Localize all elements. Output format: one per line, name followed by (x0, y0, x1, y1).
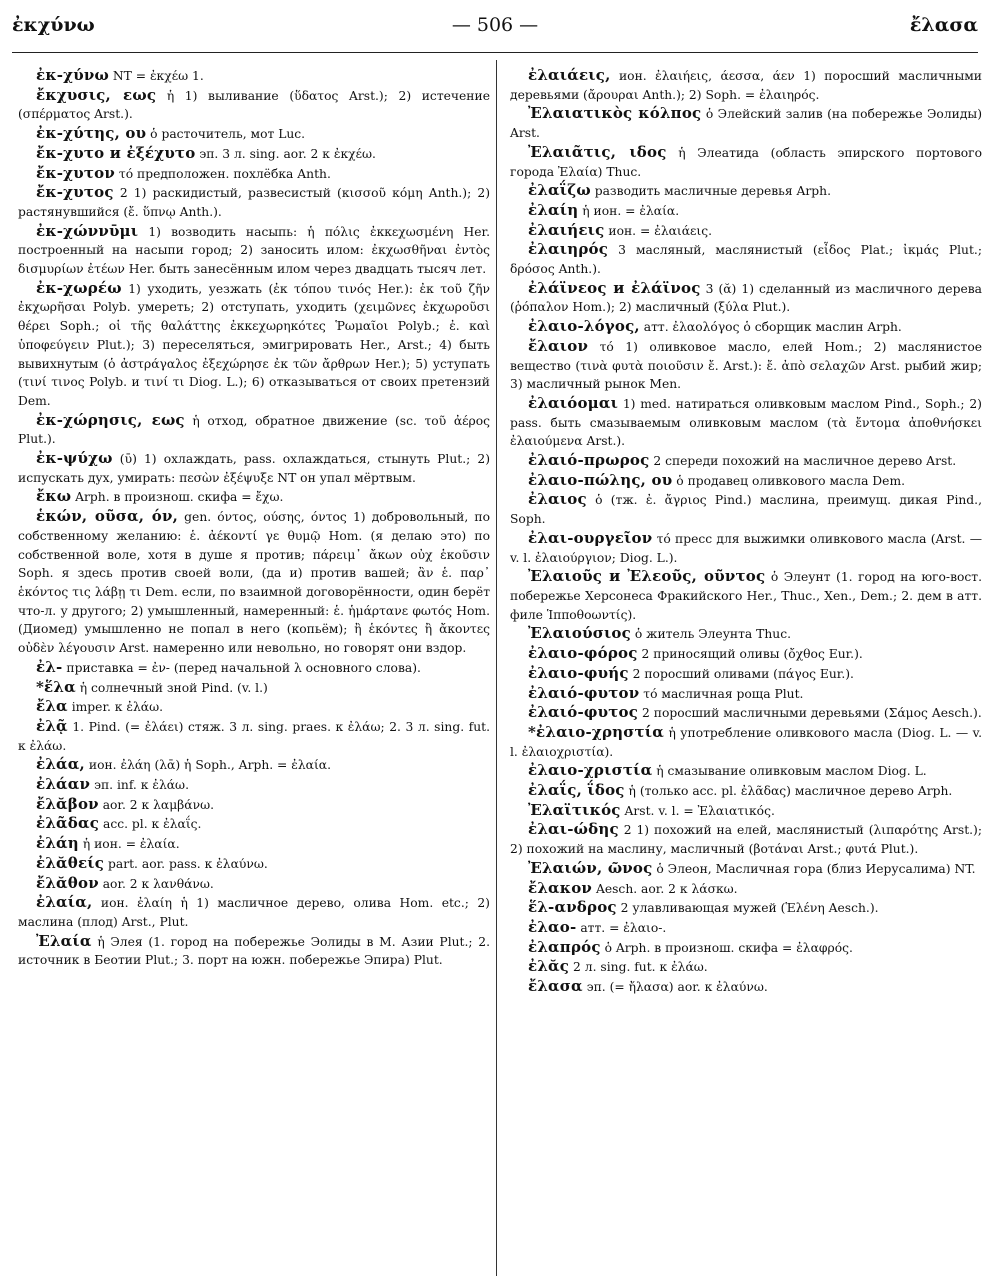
dictionary-entry (510, 221, 982, 241)
entry-headword: ἔκ-χυτο и ἐξέχυτο (36, 143, 196, 162)
entry-headword: ἐλαι-ουργεῖον (528, 528, 653, 547)
entry-definition: ὁ Элейский залив (на побережье Эолиды) Arst. (510, 107, 982, 141)
dictionary-entry (18, 183, 490, 221)
dictionary-entry (18, 814, 490, 834)
entry-headword: Ἐλαιών, ῶνος (528, 858, 653, 877)
entry-headword: ἔκ-χυτον (36, 163, 115, 182)
dictionary-entry (510, 279, 982, 317)
entry-headword: ἐλαΐς, ΐδος (528, 781, 625, 800)
dictionary-entry (510, 181, 982, 201)
entry-headword: ἔκω (36, 487, 72, 506)
entry-definition: (ῡ) 1) охлаждать, pass. охлаждаться, стынуть Plut.; 2) испускать дух, умирать: πεσὼν ἐξέψυξε NT он упал мёртвым. (18, 452, 490, 485)
entry-headword: ἐκ-χύτης, ου (36, 124, 147, 143)
dictionary-entry (510, 859, 982, 879)
dictionary-entry (18, 755, 490, 775)
dictionary-entry (510, 104, 982, 142)
entry-definition: ἡ (только acc. pl. ἐλᾶδας) масличное дерево Arph. (628, 784, 953, 799)
entry-definition: 1) уходить, уезжать (ἐκ τόπου τινός Her.): ἐκ τοῦ ζῆν ἐκχωρῆσαι Polyb. умереть; 2) отступать, уходить (χειμῶνες ἐκχωροῦσι θέρει Soph.; οἱ τῆς θαλάττης ἐκκεχωρηκότες Ῥωμαῖοι Polyb.; ἐ. καὶ ὑποφεύγειν Plut.); 3) переселяться, эмигрировать Her., Arst.; 4) быть вывихнутым (ὁ ἀστράγαλος ἐξεχώρησε ἐκ τῶν ἄρθρων Her.); 5) уступать (τινί τινος Polyb. и τινί τι Diog. L.); 6) отказываться от своих претензий Dem. (18, 281, 490, 408)
entry-headword: ἐλαιό-φυτος (528, 703, 639, 722)
entry-definition: 3 масляный, маслянистый (εἶδος Plat.; ἰκμάς Plut.; δρόσος Anth.). (510, 243, 982, 277)
entry-definition: part. aor. pass. к ἐλαύνω. (108, 856, 268, 871)
entry-definition: ὁ житель Элеунта Thuc. (634, 627, 791, 642)
entry-headword: ἐλαιο-λόγος, (528, 317, 640, 336)
entry-definition: ἡ Элеатида (область эпирского портового города Ἐλαία) Thuc. (510, 145, 982, 179)
entry-headword: ἔλασα (528, 977, 583, 996)
entry-headword: ἐλαιήεις (528, 220, 605, 239)
entry-headword: Ἐλαιοῦς и Ἐλεοῦς, οῦντος (528, 567, 766, 586)
entry-headword: ἐλάη (36, 834, 79, 853)
entry-definition: 1) med. натираться оливковым маслом Pind., Soph.; 2) pass. быть смазываемым оливковым маслом (τὰ ἔντομα ἀποθνήσκει ἐλαιούμενα Arst.). (510, 396, 982, 449)
entry-headword: ἐλᾰθείς (36, 853, 105, 872)
dictionary-entry (510, 490, 982, 528)
dictionary-entry (510, 957, 982, 977)
dictionary-entry (18, 144, 490, 164)
dictionary-entry (18, 717, 490, 755)
entry-definition: τό 1) оливковое масло, елей Hom.; 2) маслянистое вещество (τινὰ φυτὰ ποιοῦσιν ἔ. Arst.): ἔ. ἀπὸ σελαχῶν Arst. рыбий жир; 3) масличный рынок Men. (510, 339, 982, 392)
entry-definition: ὁ продавец оливкового масла Dem. (676, 473, 906, 488)
entry-headword: ἐλάαν (36, 775, 91, 794)
entry-headword: ἑκών, οῦσα, όν, (36, 507, 179, 526)
entry-headword: ἔκχυσις, εως (36, 85, 157, 104)
entry-headword: ἔλαιον (528, 336, 589, 355)
entry-definition: приставка = ἐν- (перед начальной λ основного слова). (66, 660, 421, 675)
entry-definition: ὁ (тж. ἐ. ἄγριος Pind.) маслина, преимущ. дикая Pind., Soph. (510, 493, 982, 527)
entry-headword: Ἐλαία (36, 931, 92, 950)
entry-definition: 1) возводить насыпь: ἡ πόλις ἐκκεχωσμένη Her. построенный на насыпи город; 2) заносить илом: ἐκχωσθῆναι ἐντὸς δισμυρίων ἐτέων Her. быть занесённым илом через двадцать тысяч лет. (18, 224, 490, 277)
header-rule (12, 52, 978, 53)
entry-definition: imper. к ἐλάω. (71, 700, 164, 715)
entry-headword: ἔκ-χυτος (36, 183, 114, 202)
dictionary-entry (510, 703, 982, 723)
dictionary-entry (18, 658, 490, 678)
dictionary-entry (510, 938, 982, 958)
entry-headword: ἔλᾰβον (36, 794, 99, 813)
dictionary-entry (510, 781, 982, 801)
entry-definition: aor. 2 к λανθάνω. (102, 876, 214, 891)
entry-definition: acc. pl. к ἐλαΐς. (102, 817, 202, 832)
entry-definition: ὁ Arph. в произнош. скифа = ἐλαφρός. (604, 940, 853, 955)
entry-definition: ἡ ион. = ἐλαία. (82, 837, 180, 852)
entry-definition: ἡ смазывание оливковым маслом Diog. L. (656, 764, 927, 779)
entry-headword: ἐλᾶδας (36, 814, 100, 833)
entry-definition: ион. ἐλάη (λᾱ) ἡ Soph., Arph. = ἐλαία. (88, 758, 331, 773)
entry-definition: 2 поросший масличными деревьями (Σάμος Aesch.). (642, 706, 982, 721)
dictionary-entry (510, 567, 982, 624)
entry-definition: ὁ Элеон, Масличная гора (близ Иерусалима) NT. (656, 861, 976, 876)
dictionary-entry (510, 723, 982, 761)
entry-definition: 2 1) похожий на елей, маслянистый (λιπαρότης Arst.); 2) похожий на маслину, масличный (βοτάναι Arst.; φυτά Plut.). (510, 823, 982, 857)
dictionary-entry (510, 644, 982, 664)
entry-headword: Ἐλαιᾶτις, ιδος (528, 142, 667, 161)
dictionary-entry (18, 834, 490, 854)
entry-definition: 1. Pind. (= ἐλάει) стяж. 3 л. sing. praes. к ἐλάω; 2. 3 л. sing. fut. к ἐλάω. (18, 719, 490, 753)
entry-headword: ἐλᾰς (528, 957, 570, 976)
entry-definition: 2 1) раскидистый, развесистый (κισσοῦ κόμη Anth.); 2) растянувшийся (ἔ. ὕπνῳ Anth.). (18, 186, 490, 219)
dictionary-entry (510, 684, 982, 704)
dictionary-entry (18, 86, 490, 124)
entry-definition: gen. όντος, ούσης, όντος 1) добровольный, по собственному желанию: ἑ. ἀέκοντί γε θυμῷ Hom. (я делаю это) по собственной воле, хотя в душе я против; πάρειμ᾽ ἄκων οὐχ ἑκοῦσιν Soph. я здесь против своей воли, (да и) против вашей; ἂν ἑ. παρ᾽ ἑκόντος τις λάβῃ τι Dem. если, по взаимной договорённости, один берёт что-л. у другого; 2) умышленный, намеренный: ἑ. ἡμάρτανε φωτός Hom. (Диомед) умышленно не попал в него (копьём); ἢ ἑκόντες ἢ ἄκοντες οὐδὲν λέγουσιν Arst. намеренно или невольно, но говорят они вздор. (18, 510, 490, 656)
dictionary-entry (18, 775, 490, 795)
entry-headword: Ἐλαιούσιος (528, 624, 631, 643)
dictionary-entry (510, 66, 982, 104)
entry-headword: ἐκ-χωρέω (36, 278, 122, 297)
entry-headword: ἐλαιόομαι (528, 393, 619, 412)
entry-headword: ἔλᾰθον (36, 873, 99, 892)
entry-headword: ἐκ-χώννῡμι (36, 221, 139, 240)
entry-definition: 2 поросший оливами (πάγος Eur.). (632, 666, 854, 681)
entry-headword: ἐλαίη (528, 200, 579, 219)
entry-definition: ион. ἐλαιήεις, άεσσα, άεν 1) поросший масличными деревьями (ἄρουραι Anth.); 2) Soph. = ἐλαιηρός. (510, 69, 982, 102)
dictionary-entry (18, 279, 490, 411)
entry-definition: τό масличная роща Plut. (643, 686, 804, 701)
dictionary-entry (510, 820, 982, 858)
entry-headword: ἐλαία, (36, 893, 93, 912)
entry-headword: ἔλακον (528, 878, 593, 897)
dictionary-entry (510, 664, 982, 684)
entry-headword: ἐλ- (36, 657, 63, 676)
dictionary-entry (510, 977, 982, 997)
dictionary-entry (510, 761, 982, 781)
entry-definition: 2 приносящий оливы (ὄχθος Eur.). (641, 647, 863, 662)
dictionary-entry (18, 795, 490, 815)
entry-headword: ἔλα (36, 697, 68, 716)
entry-headword: ἐκ-ψύχω (36, 449, 113, 468)
entry-headword: Ἐλαϊτικός (528, 800, 621, 819)
entry-definition: Arst. v. l. = Ἐλαιατικός. (624, 803, 775, 818)
entry-definition: NT = ἐκχέω 1. (112, 69, 204, 83)
entry-headword: ἐλαπρός (528, 937, 601, 956)
entry-definition: τό пресс для выжимки оливкового масла (Arst. — v. l. ἐλαιούργιον; Diog. L.). (510, 531, 982, 565)
entry-headword: ἐλαιάεις, (528, 66, 611, 84)
dictionary-entry (510, 201, 982, 221)
dictionary-entry (18, 678, 490, 698)
entry-definition: ἡ отход, обратное движение (sc. τοῦ ἀέρος Plut.). (18, 413, 491, 447)
entry-definition: ἡ ион. = ἐλαία. (582, 203, 680, 218)
dictionary-entry (510, 529, 982, 567)
header-guide-word-right: ἔλασα (909, 14, 978, 36)
dictionary-entry (510, 624, 982, 644)
entry-headword: ἐλαιο-χριστία (528, 761, 653, 780)
entry-headword: ἐλάϊνεος и ἐλάϊνος (528, 278, 701, 297)
entry-headword: ἐλαιο-φόρος (528, 644, 638, 663)
page-header (12, 10, 978, 40)
entry-headword: *ἐλαιο-χρηστία (528, 722, 665, 741)
dictionary-entry (510, 898, 982, 918)
entry-headword: ἐλᾷ (36, 716, 68, 735)
entry-headword: ἐλαιό-φυτον (528, 683, 640, 702)
dictionary-entry (18, 854, 490, 874)
entry-definition: Aesch. aor. 2 к λάσκω. (595, 881, 738, 896)
dictionary-entry (510, 143, 982, 181)
dictionary-entry (18, 124, 490, 144)
dictionary-entry (18, 222, 490, 279)
entry-headword: ἕλ-ανδρος (528, 898, 617, 917)
entry-definition: 3 (ᾰ) 1) сделанный из масличного дерева (ῥόπαλον Hom.); 2) масличный (ξύλα Plut.). (510, 281, 982, 315)
entry-definition: эп. inf. к ἐλάω. (94, 778, 189, 793)
dictionary-entry (510, 471, 982, 491)
entry-definition: 2 спереди похожий на масличное дерево Arst. (653, 454, 957, 469)
entry-headword: ἐκ-χώρησις, εως (36, 410, 185, 429)
entry-headword: ἐκ-χύνω (36, 66, 109, 84)
entry-headword: ἐλαιό-πρωρος (528, 451, 650, 470)
dictionary-entry (18, 874, 490, 894)
entry-definition: ἡ солнечный зной Pind. (v. l.) (79, 680, 268, 695)
entry-definition: 2 л. sing. fut. к ἐλάω. (573, 960, 708, 975)
dictionary-entry (510, 394, 982, 451)
dictionary-entry (510, 317, 982, 337)
dictionary-entry (510, 240, 982, 278)
entry-definition: разводить масличные деревья Arph. (594, 184, 831, 199)
entry-definition: эп. 3 л. sing. aor. 2 к ἐκχέω. (199, 146, 376, 161)
entry-definition: ὁ Элеунт (1. город на юго-вост. побережье Херсонеса Фракийского Her., Thuc., Xen., Dem.; 2. дем в атт. филе Ἱπποθοωντίς). (510, 570, 982, 622)
entry-headword: ἐλάα, (36, 755, 85, 774)
entry-definition: ион. = ἐλαιάεις. (608, 223, 713, 238)
page-number: — 506 — (451, 14, 539, 36)
dictionary-entry (18, 449, 490, 487)
dictionary-entry (510, 801, 982, 821)
entry-definition: 2 улавливающая мужей (Ἑλένη Aesch.). (620, 901, 879, 916)
entry-headword: ἐλαΐζω (528, 181, 591, 200)
entry-headword: ἐλαι-ώδης (528, 820, 619, 839)
column-divider (496, 60, 497, 1276)
dictionary-entry (510, 337, 982, 394)
entry-definition: ион. ἐλαίη ἡ 1) масличное дерево, олива Hom. etc.; 2) маслина (плод) Arst., Plut. (18, 896, 490, 929)
entry-definition: атт. ἐλαολόγος ὁ сборщик маслин Arph. (643, 320, 902, 335)
entry-definition: ἡ 1) выливание (ὕδατος Arst.); 2) истечение (σπέρματος Arst.). (18, 88, 490, 122)
entry-definition: эп. (= ἤλασα) aor. к ἐλαύνω. (586, 980, 768, 995)
dictionary-entry (18, 932, 490, 970)
entry-headword: *ἕλα (36, 677, 76, 696)
dictionary-entry (18, 164, 490, 184)
dictionary-entry (18, 487, 490, 507)
dictionary-entry (510, 918, 982, 938)
dictionary-entry (510, 451, 982, 471)
entry-definition: ἡ Элея (1. город на побережье Эолиды в М. Азии Plut.; 2. источник в Беотии Plut.; 3. порт на южн. побережье Эпира) Plut. (18, 934, 490, 968)
entry-definition: ὁ расточитель, мот Luc. (150, 127, 306, 142)
entry-headword: ἐλαιο-φυής (528, 663, 629, 682)
header-guide-word-left: ἐκχύνω (12, 14, 95, 36)
entry-definition: τό предположен. похлёбка Anth. (118, 166, 331, 181)
entry-definition: атт. = ἐλαιο-. (580, 920, 667, 935)
left-column (18, 66, 490, 970)
entry-headword: Ἐλαιατικὸς κόλπος (528, 104, 702, 123)
entry-headword: ἐλαιο-πώλης, ου (528, 470, 673, 489)
dictionary-entry (18, 893, 490, 931)
entry-definition: Arph. в произнош. скифа = ἔχω. (75, 490, 284, 505)
entry-headword: ἐλαο- (528, 917, 577, 936)
entry-headword: ἐλαιηρός (528, 240, 609, 259)
dictionary-entry (510, 879, 982, 899)
entry-definition: ἡ употребление оливкового масла (Diog. L. — v. l. ἐλαιοχριστία). (510, 725, 982, 759)
entry-definition: aor. 2 к λαμβάνω. (102, 797, 215, 812)
dictionary-entry (18, 507, 490, 658)
entry-headword: ἐλαιος (528, 490, 587, 509)
dictionary-entry (18, 697, 490, 717)
dictionary-entry (18, 66, 490, 86)
dictionary-entry (18, 411, 490, 449)
right-column (510, 66, 982, 997)
